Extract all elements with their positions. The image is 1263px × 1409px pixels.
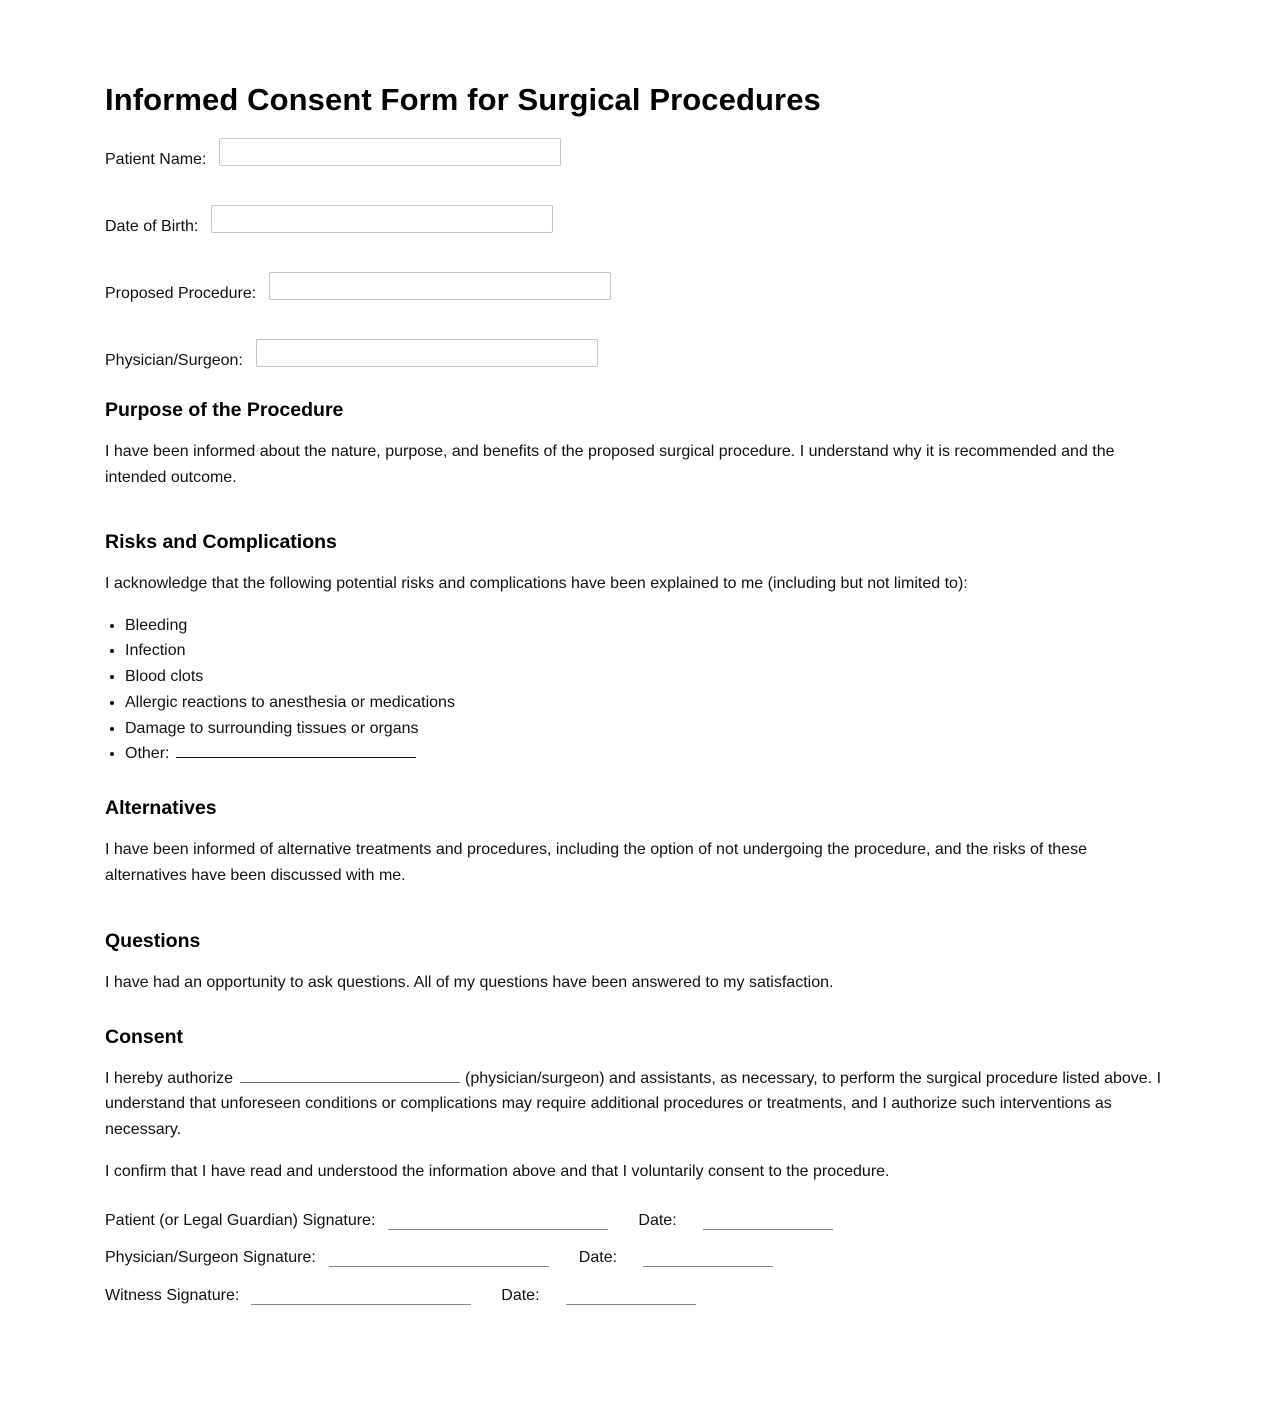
confirm-text: I confirm that I have read and understood the information above and that I voluntarily consent to the procedure. [105, 1162, 890, 1180]
procedure-label: Proposed Procedure: [105, 285, 257, 302]
list-item: • Blood clots [125, 664, 1165, 690]
witness-signature-label: Witness Signature: [105, 1287, 240, 1305]
purpose-text: I have been informed about the nature, purpose, and benefits of the proposed surgical procedure. I understand why it is recommended and the intended outcome. [105, 443, 1115, 486]
dob-row [105, 205, 1165, 272]
procedure-row [105, 272, 1165, 339]
patient-name-row [105, 138, 1165, 205]
risks-text: I acknowledge that the following potential risks and complications have been explained to me (including but not limited to): [105, 575, 968, 593]
other-blank-line[interactable] [176, 741, 416, 758]
patient-date-line[interactable] [703, 1209, 833, 1230]
alternatives-heading: Alternatives [105, 797, 217, 819]
consent-text-start: I hereby authorize [105, 1069, 234, 1087]
list-item: • Allergic reactions to anesthesia or medications [125, 690, 1165, 716]
physician-date-label: Date: [578, 1249, 618, 1267]
list-item: • Infection [125, 638, 1165, 664]
alternatives-text: I have been informed of alternative treatments and procedures, including the option of not undergoing the procedure, and the risks of these alternatives have been discussed with me. [105, 841, 1087, 884]
physician-signature-row [105, 1244, 1165, 1267]
witness-date-line[interactable] [566, 1284, 696, 1305]
purpose-section [105, 399, 1165, 490]
consent-section [105, 1026, 1165, 1184]
patient-name-input[interactable] [219, 138, 561, 166]
patient-signature-label: Patient (or Legal Guardian) Signature: [105, 1212, 376, 1230]
physician-signature-label: Physician/Surgeon Signature: [105, 1249, 316, 1267]
purpose-heading: Purpose of the Procedure [105, 399, 344, 421]
physician-signature-line[interactable] [329, 1246, 549, 1267]
physician-row [105, 339, 1165, 399]
procedure-input[interactable] [269, 272, 611, 300]
risks-list [105, 613, 1165, 767]
alternatives-section [105, 797, 1165, 888]
dob-label: Date of Birth: [105, 218, 199, 235]
patient-date-label: Date: [638, 1212, 677, 1230]
list-item: • Bleeding [125, 613, 1165, 639]
dob-input[interactable] [211, 205, 553, 233]
patient-signature-line[interactable] [388, 1209, 608, 1230]
risks-section [105, 531, 1165, 767]
patient-name-label: Patient Name: [105, 151, 207, 168]
list-item: • Damage to surrounding tissues or organs [125, 716, 1165, 742]
authorize-blank-line[interactable] [240, 1066, 460, 1083]
physician-label: Physician/Surgeon: [105, 352, 243, 369]
questions-section [105, 930, 1165, 996]
patient-signature-row [105, 1207, 1165, 1230]
witness-signature-row [105, 1282, 1165, 1305]
questions-heading: Questions [105, 930, 201, 953]
signature-block [105, 1207, 1165, 1305]
page-title: Informed Consent Form for Surgical Procedures [105, 82, 821, 117]
witness-date-label: Date: [501, 1287, 540, 1305]
risks-heading: Risks and Complications [105, 531, 337, 554]
consent-text-end: (physician/surgeon) and assistants, as necessary, to perform the surgical procedure listed above. I understand that unforeseen conditions or complications may require additional procedures or treatments, and I authorize such interventions as necessary. [105, 1069, 1162, 1138]
questions-text: I have had an opportunity to ask questions. All of my questions have been answered to my satisfaction. [105, 974, 834, 992]
consent-text [105, 1066, 1165, 1143]
other-label: Other: [125, 745, 170, 763]
list-item-other [125, 741, 1165, 767]
physician-input[interactable] [256, 339, 598, 367]
consent-heading: Consent [105, 1025, 183, 1048]
witness-signature-line[interactable] [251, 1284, 471, 1305]
physician-date-line[interactable] [643, 1246, 773, 1267]
